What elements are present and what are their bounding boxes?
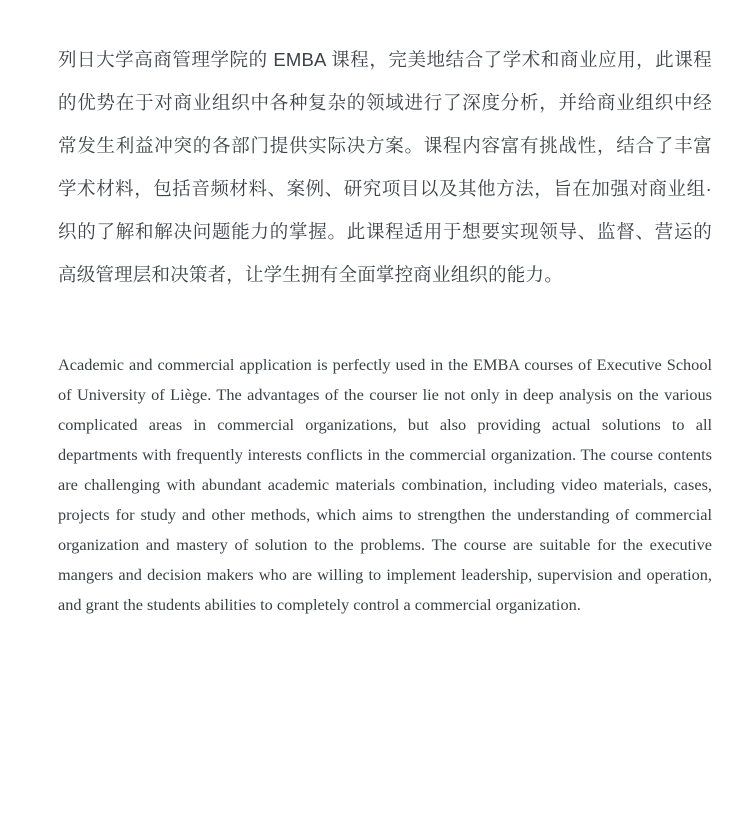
paragraph-spacer [58, 296, 712, 350]
document-content [58, 38, 712, 620]
paragraph-english-description: Academic and commercial application is perfectly used in the EMBA courses of Executive School of University of Liège. The advantages of the courser lie not only in deep analysis on the various complicated areas in commercial organizations, but also providing actual solutions to all departments with frequently interests conflicts in the commercial organization. The course contents are challenging with abundant academic materials combination, including video materials, cases, projects for study and other methods, which aims to strengthen the understanding of commercial organization and mastery of solution to the problems. The course are suitable for the executive mangers and decision makers who are willing to implement leadership, supervision and operation, and grant the students abilities to completely control a commercial organization. [58, 355, 712, 614]
paragraph-chinese-description: 列日大学高商管理学院的 EMBA 课程，完美地结合了学术和商业应用，此课程的优势在于对商业组织中各种复杂的领域进行了深度分析，并给商业组织中经常发生利益冲突的各部门提供实际决方案。课程内容富有挑战性，结合了丰富学术材料，包括音频材料、案例、研究项目以及其他方法，旨在加强对商业组· 织的了解和解决问题能力的掌握。此课程适用于想要实现领导、监督、营运的高级管理层和决策者，让学生拥有全面掌控商业组织的能力。 [58, 49, 712, 285]
